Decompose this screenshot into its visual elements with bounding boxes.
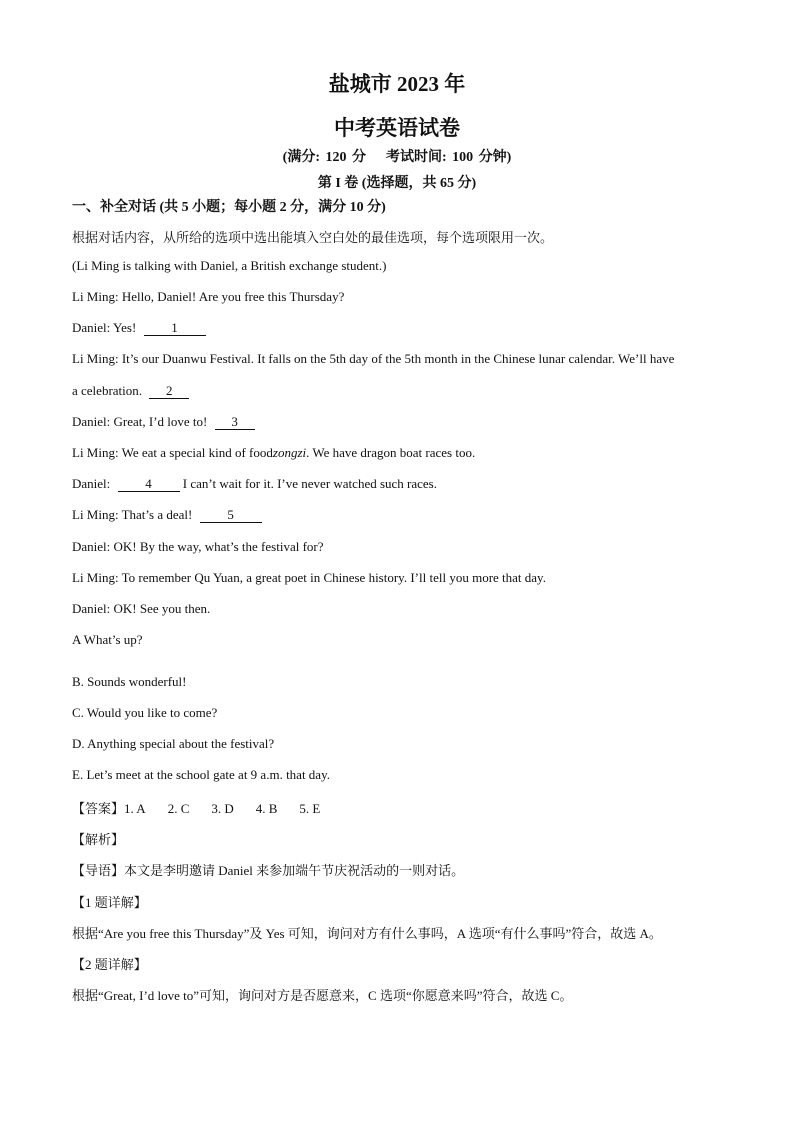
option-b: B. Sounds wonderful! xyxy=(72,674,187,689)
q2-detail-tag: 【2 题详解】 xyxy=(72,957,147,972)
answer-tag: 【答案】 xyxy=(72,801,125,816)
dialogue-line-1: Li Ming: Hello, Daniel! Are you free this Thursday? xyxy=(72,289,345,304)
blank-1: 1 xyxy=(144,321,206,336)
dialogue-line-6 xyxy=(72,445,475,461)
dialogue-text: Daniel: Great, I’d love to! xyxy=(72,414,208,429)
answer-line xyxy=(72,798,342,817)
blank-3: 3 xyxy=(215,415,255,430)
dialogue-line-5 xyxy=(72,414,255,430)
dialogue-text: Daniel: Yes! xyxy=(72,320,137,335)
dialogue-text: Li Ming: That’s a deal! xyxy=(72,507,193,522)
blank-2: 2 xyxy=(149,384,189,399)
dialogue-text: Daniel: xyxy=(72,476,111,491)
exam-info xyxy=(0,146,794,166)
time-info: 考试时间: 100 分钟) xyxy=(386,150,512,165)
dialogue-text: . We have dragon boat races too. xyxy=(306,445,476,460)
dialogue-line-4 xyxy=(72,383,189,399)
dialogue-text: a celebration. xyxy=(72,383,143,398)
answer-3: 3. D xyxy=(211,801,234,816)
option-d: D. Anything special about the festival? xyxy=(72,736,275,751)
dialogue-line-3: Li Ming: It’s our Duanwu Festival. It falls on the 5th day of the 5th month in the Chinese lunar calendar. We’ll have xyxy=(72,351,675,366)
option-a: A What’s up? xyxy=(72,632,143,647)
dialogue-context: (Li Ming is talking with Daniel, a British exchange student.) xyxy=(72,258,387,273)
dialogue-text: Li Ming: We eat a special kind of food xyxy=(72,445,273,460)
dialogue-line-8 xyxy=(72,507,262,523)
analysis-tag: 【解析】 xyxy=(72,832,125,847)
answer-4: 4. B xyxy=(255,801,278,816)
blank-4: 4 xyxy=(118,477,180,492)
dialogue-line-9: Daniel: OK! By the way, what’s the festival for? xyxy=(72,539,324,554)
section-heading: 一、补全对话 (共 5 小题；每小题 2 分，满分 10 分) xyxy=(72,200,386,215)
analysis-guide: 【导语】本文是李明邀请 Daniel 来参加端午节庆祝活动的一则对话。 xyxy=(72,863,465,878)
dialogue-line-2 xyxy=(72,320,206,336)
answer-2: 2. C xyxy=(167,801,190,816)
answer-5: 5. E xyxy=(299,801,321,816)
instruction-text: 根据对话内容，从所给的选项中选出能填入空白处的最佳选项，每个选项限用一次。 xyxy=(72,230,554,245)
dialogue-line-11: Daniel: OK! See you then. xyxy=(72,601,211,616)
dialogue-text: I can’t wait for it. I’ve never watched such races. xyxy=(182,476,437,491)
option-e: E. Let’s meet at the school gate at 9 a.m. that day. xyxy=(72,767,330,782)
blank-5: 5 xyxy=(200,508,262,523)
option-c: C. Would you like to come? xyxy=(72,705,218,720)
answer-1: 1. A xyxy=(124,801,146,816)
score-info: (满分: 120 分 xyxy=(282,150,366,165)
dialogue-line-7 xyxy=(72,476,437,492)
dialogue-line-10: Li Ming: To remember Qu Yuan, a great poet in Chinese history. I’ll tell you more that day. xyxy=(72,570,546,585)
q1-detail-tag: 【1 题详解】 xyxy=(72,895,147,910)
q2-detail: 根据“Great, I’d love to”可知，询问对方是否愿意来，C 选项“你愿意来吗”符合，故选 C。 xyxy=(72,988,573,1003)
exam-title-subject: 中考英语试卷 xyxy=(334,116,460,140)
q1-detail: 根据“Are you free this Thursday”及 Yes 可知，询问对方有什么事吗，A 选项“有什么事吗”符合，故选 A。 xyxy=(72,926,662,941)
volume-info: 第 I 卷 (选择题，共 65 分) xyxy=(317,176,477,191)
exam-title-city: 盐城市 2023 年 xyxy=(328,72,466,96)
zongzi-text: zongzi xyxy=(272,445,307,460)
